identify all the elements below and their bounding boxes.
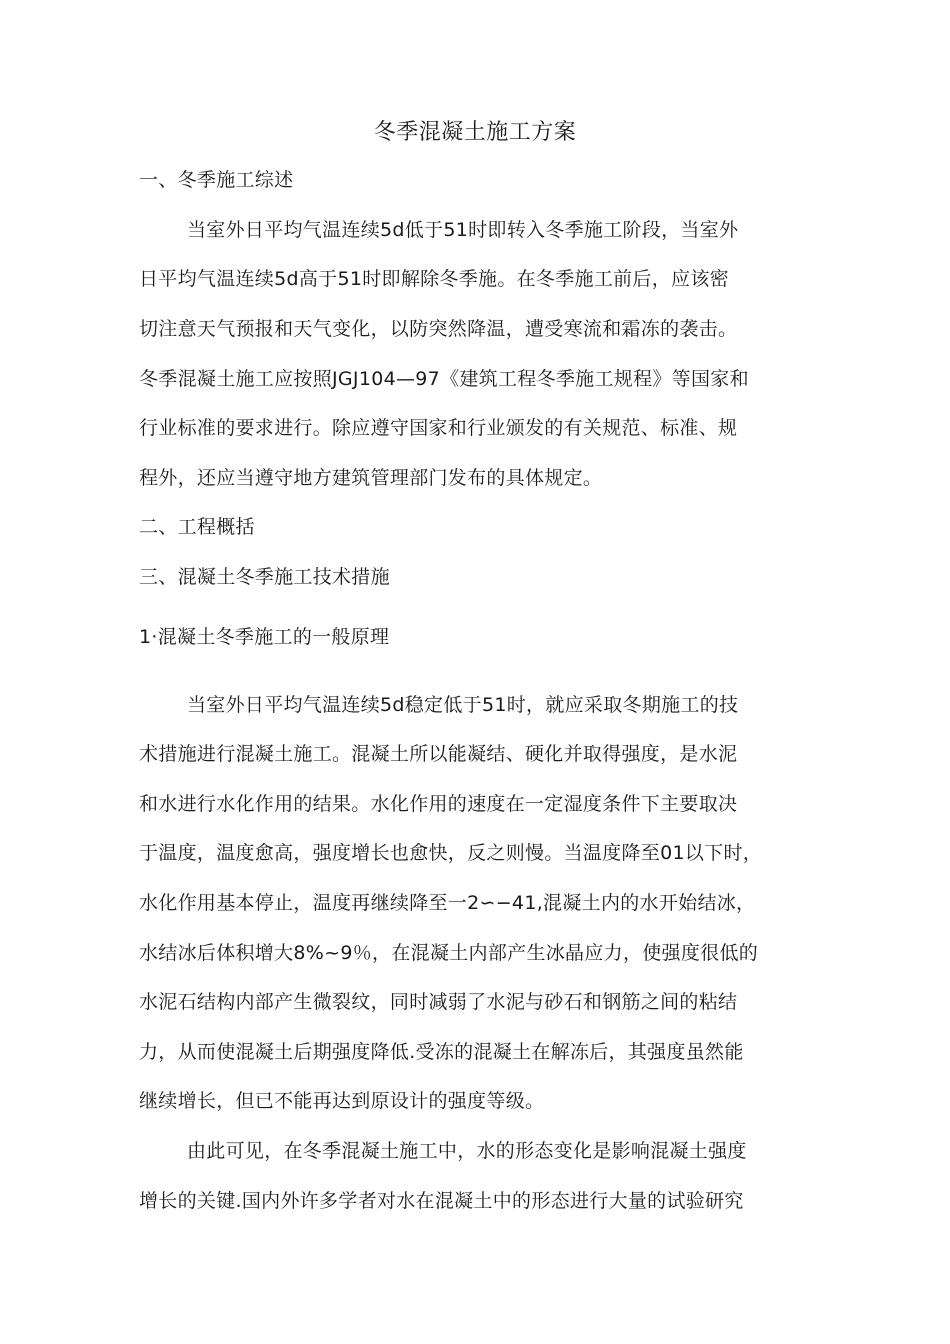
paragraph-line: 水泥石结构内部产生微裂纹，同时减弱了水泥与砂石和钢筋之间的粘结 xyxy=(139,991,738,1013)
heading-section-3: 三、混凝土冬季施工技术措施 xyxy=(139,566,390,588)
paragraph-line: 程外，还应当遵守地方建筑管理部门发布的具体规定。 xyxy=(139,467,603,489)
paragraph-line: 和水进行水化作用的结果。水化作用的速度在一定湿度条件下主要取决 xyxy=(139,793,738,815)
paragraph-line: 由此可见，在冬季混凝土施工中，水的形态变化是影响混凝土强度 xyxy=(187,1140,747,1162)
paragraph-line: 水化作用基本停止，温度再继续降至一2∽−41,混凝土内的水开始结冰， xyxy=(139,892,756,914)
paragraph-line: 切注意天气预报和天气变化，以防突然降温，遭受寒流和霜冻的袭击。 xyxy=(139,318,738,340)
paragraph-line: 行业标准的要求进行。除应遵守国家和行业颁发的有关规范、标准、规 xyxy=(139,417,738,439)
paragraph-line: 日平均气温连续5d高于51时即解除冬季施。在冬季施工前后，应该密 xyxy=(139,268,729,290)
paragraph-line: 力，从而使混凝土后期强度降低.受冻的混凝土在解冻后，其强度虽然能 xyxy=(139,1041,744,1063)
paragraph-line: 冬季混凝土施工应按照JGJ104—97《建筑工程冬季施工规程》等国家和 xyxy=(139,368,749,390)
document-title: 冬季混凝土施工方案 xyxy=(373,120,577,145)
heading-section-2: 二、工程概括 xyxy=(139,516,255,538)
heading-section-1: 一、冬季施工综述 xyxy=(139,169,294,191)
paragraph-line: 当室外日平均气温连续5d低于51时即转入冬季施工阶段，当室外 xyxy=(187,219,739,241)
paragraph-line: 增长的关键.国内外许多学者对水在混凝土中的形态进行大量的试验研究 xyxy=(139,1190,744,1212)
paragraph-line: 术措施进行混凝土施工。混凝土所以能凝结、硬化并取得强度，是水泥 xyxy=(139,743,738,765)
paragraph-line: 于温度，温度愈高，强度增长也愈快，反之则慢。当温度降至01以下时， xyxy=(139,842,763,864)
paragraph-line: 继续增长，但已不能再达到原设计的强度等级。 xyxy=(139,1090,545,1112)
paragraph-line: 水结冰后体积增大8%~9％，在混凝土内部产生冰晶应力，使强度很低的 xyxy=(139,942,759,964)
paragraph-line: 当室外日平均气温连续5d稳定低于51时，就应采取冬期施工的技 xyxy=(187,694,739,716)
subheading-1: 1·混凝土冬季施工的一般原理 xyxy=(139,626,390,648)
